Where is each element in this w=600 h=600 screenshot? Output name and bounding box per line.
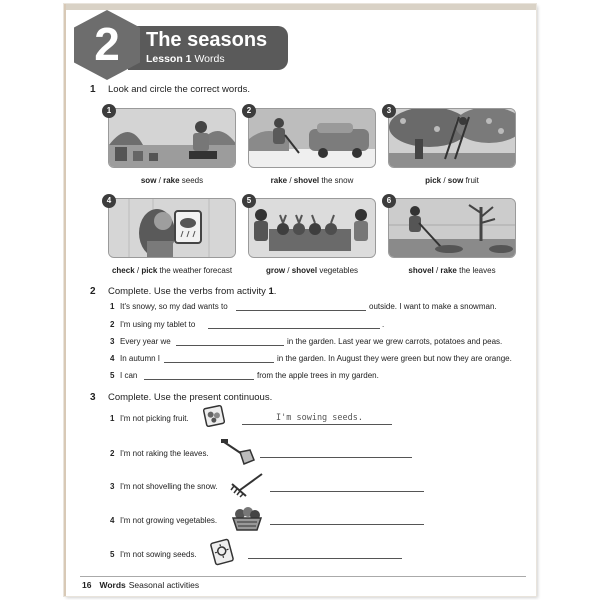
caption-6: shovel / rake the leaves [408, 266, 496, 275]
shovel-icon [220, 438, 256, 471]
picture-shovel-snow [248, 108, 376, 168]
caption-2: rake / shovel the snow [270, 176, 354, 185]
picture-grow-vegetables [248, 198, 376, 258]
ex3-item-5: 5 I'm not sowing seeds. [110, 550, 197, 559]
answer-blank[interactable] [144, 379, 254, 380]
ex2-item-2: 2 I'm using my tablet to [110, 320, 196, 329]
caption-rest: vegetables [317, 266, 359, 275]
answer-line[interactable] [242, 424, 392, 425]
exercise-1-number: 1 [90, 84, 96, 95]
picture-6-badge: 6 [382, 194, 396, 208]
option-b[interactable]: rake [440, 266, 457, 275]
option-b[interactable]: shovel [291, 266, 318, 275]
ex3-item-2: 2 I'm not raking the leaves. [110, 449, 209, 458]
ex2-item-5-end: from the apple trees in my garden. [257, 371, 379, 380]
top-rule [66, 4, 536, 10]
exercise-2-instruction: Complete. Use the verbs from activity 1. [108, 286, 277, 297]
option-b[interactable]: shovel [293, 176, 320, 185]
caption-rest: fruit [463, 176, 479, 185]
rake-icon [230, 472, 264, 503]
caption-1: sow / rake seeds [140, 176, 204, 185]
ex2-item-5: 5 I can [110, 371, 138, 380]
example-answer: I'm sowing seeds. [276, 413, 363, 423]
picture-5-badge: 5 [242, 194, 256, 208]
option-a[interactable]: rake [270, 176, 288, 185]
fruit-basket-icon [230, 504, 264, 537]
ex3-item-3: 3 I'm not shovelling the snow. [110, 482, 218, 491]
tablet-weather-icon [208, 538, 236, 571]
ex2-item-4-end: in the garden. In August they were green but now they are orange. [277, 354, 512, 363]
answer-line[interactable] [260, 457, 412, 458]
answer-blank[interactable] [176, 345, 284, 346]
picture-1-badge: 1 [102, 104, 116, 118]
exercise-3-instruction: Complete. Use the present continuous. [108, 392, 273, 403]
answer-blank[interactable] [208, 328, 380, 329]
unit-number: 2 [94, 18, 120, 70]
seed-packet-icon [202, 404, 226, 433]
picture-3-badge: 3 [382, 104, 396, 118]
option-a[interactable]: shovel [408, 266, 434, 275]
picture-2-badge: 2 [242, 104, 256, 118]
answer-line[interactable] [248, 558, 402, 559]
workbook-page [64, 4, 536, 596]
caption-4: check / pick the weather forecast [111, 266, 233, 275]
ex2-item-4: 4 In autumn I [110, 354, 161, 363]
option-b[interactable]: pick [141, 266, 158, 275]
caption-rest: the leaves [456, 266, 496, 275]
lesson-name: Words [194, 53, 225, 65]
ex2-item-2-end: . [382, 320, 385, 329]
picture-sow-seeds [108, 108, 236, 168]
page-title: The seasons [146, 29, 268, 51]
answer-blank[interactable] [236, 310, 366, 311]
caption-5: grow / shovel vegetables [265, 266, 359, 275]
caption-rest: the weather forecast [157, 266, 233, 275]
ex3-item-1: 1 I'm not picking fruit. [110, 414, 189, 423]
option-a[interactable]: grow [265, 266, 286, 275]
picture-rake-leaves [388, 198, 516, 258]
answer-line[interactable] [270, 491, 424, 492]
answer-blank[interactable] [164, 362, 274, 363]
caption-3: pick / sow fruit [425, 176, 479, 185]
page-footer [82, 580, 199, 591]
exercise-1-instruction: Look and circle the correct words. [108, 84, 251, 95]
exercise-3-number: 3 [90, 392, 96, 403]
answer-line[interactable] [270, 524, 424, 525]
option-a[interactable]: sow [140, 176, 157, 185]
ex2-item-3-end: in the garden. Last year we grew carrots, potatoes and peas. [287, 337, 503, 346]
option-a[interactable]: pick [425, 176, 442, 185]
picture-pick-fruit [388, 108, 516, 168]
option-a[interactable]: check [111, 266, 135, 275]
picture-4-badge: 4 [102, 194, 116, 208]
caption-rest: seeds [179, 176, 204, 185]
footer-topic: Seasonal activities [128, 580, 200, 590]
ex2-item-1-end: outside. I want to make a snowman. [369, 302, 497, 311]
footer-section: Words [99, 580, 126, 590]
picture-check-forecast [108, 198, 236, 258]
page-number: 16 [82, 580, 92, 590]
ex2-item-3: 3 Every year we [110, 337, 171, 346]
ex2-item-1: 1 It's snowy, so my dad wants to [110, 302, 228, 311]
ex3-item-4: 4 I'm not growing vegetables. [110, 516, 218, 525]
option-b[interactable]: rake [163, 176, 180, 185]
caption-rest: the snow [319, 176, 354, 185]
exercise-2-number: 2 [90, 286, 96, 297]
lesson-label: Lesson 1 [146, 53, 192, 65]
footer-rule [80, 576, 526, 577]
lesson-subtitle [146, 52, 225, 66]
option-b[interactable]: sow [447, 176, 464, 185]
